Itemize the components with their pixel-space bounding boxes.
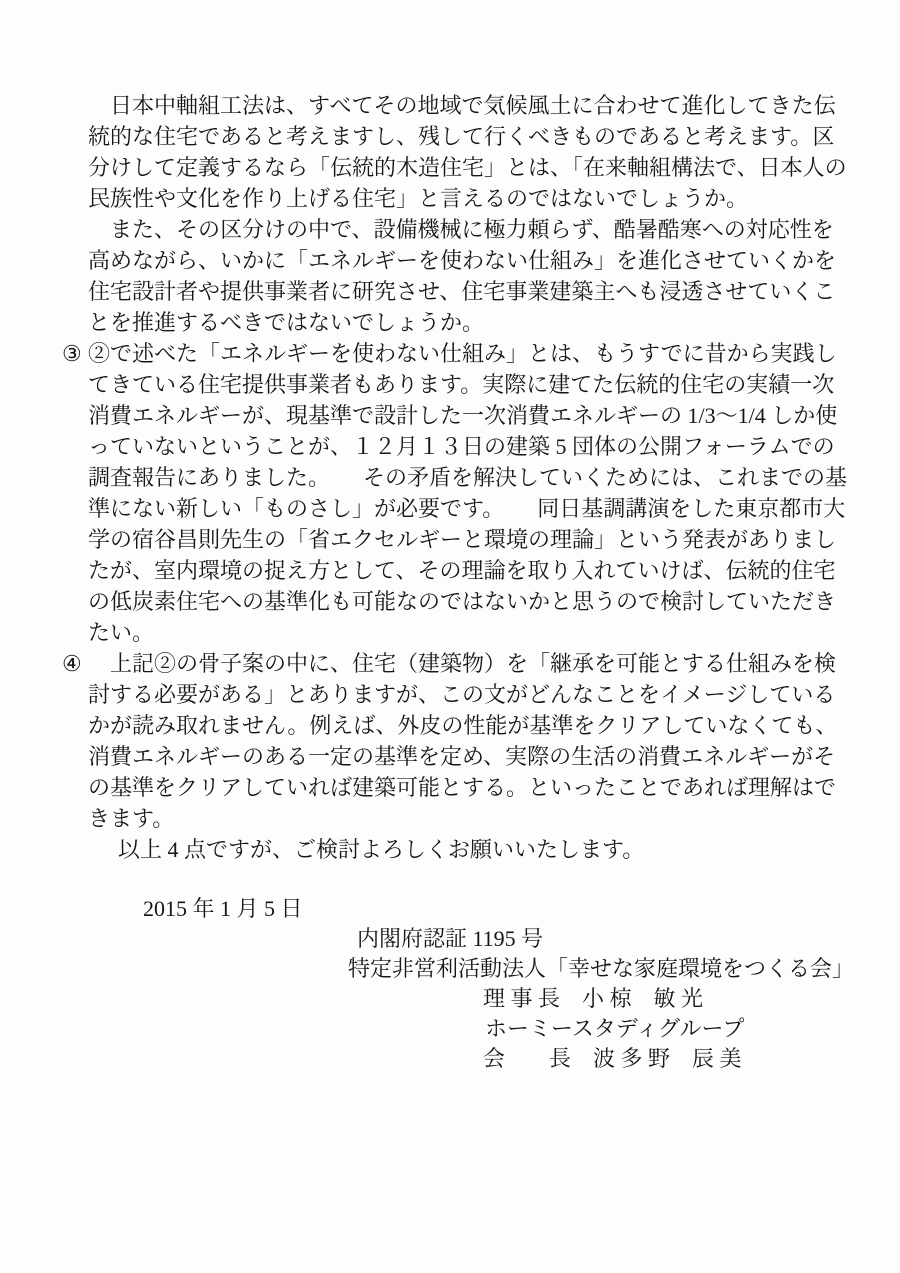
document-line: 統的な住宅であると考えますし、残して行くべきものであると考えます。区 bbox=[88, 124, 835, 149]
document-line: 高めながら、いかに「エネルギーを使わない仕組み」を進化させていくかを bbox=[88, 248, 837, 273]
document-line: の基準をクリアしていれば建築可能とする。といったことであれば理解はで bbox=[88, 775, 837, 800]
document-line: 住宅設計者や提供事業者に研究させ、住宅事業建築主へも浸透させていくこ bbox=[88, 279, 836, 304]
document-line: 日本中軸組工法は、すべてその地域で気候風土に合わせて進化してきた伝 bbox=[88, 93, 836, 118]
document-line: てきている住宅提供事業者もあります。実際に建てた伝統的住宅の実績一次 bbox=[88, 372, 835, 397]
numbered-paragraph bbox=[62, 338, 860, 648]
document-line: かが読み取れません。例えば、外皮の性能が基準をクリアしていなくても、 bbox=[88, 713, 838, 738]
document-line: ③ ②で述べた「エネルギーを使わない仕組み」とは、もうすでに昔から実践し bbox=[88, 338, 860, 369]
paragraph bbox=[88, 214, 860, 338]
document-line: たが、室内環境の捉え方として、その理論を取り入れていけば、伝統的住宅 bbox=[88, 558, 836, 583]
document-line: 分けして定義するなら「伝統的木造住宅」とは、「在来軸組構法で、日本人の bbox=[88, 155, 847, 180]
numbered-paragraph bbox=[62, 648, 860, 834]
document-line: ④ 上記②の骨子案の中に、住宅（建築物）を「継承を可能とする仕組みを検 bbox=[88, 648, 860, 679]
paragraph-list bbox=[62, 90, 860, 865]
signature-organization: 特定非営利活動法人「幸せな家庭環境をつくる会」 bbox=[348, 956, 855, 981]
document-line: っていないということが、１２月１３日の建築 5 団体の公開フォーラムでの bbox=[88, 434, 835, 459]
document-line: たい。 bbox=[88, 620, 155, 645]
document-line: 学の宿谷昌則先生の「省エクセルギーと環境の理論」という発表がありまし bbox=[88, 527, 837, 552]
document-line: 消費エネルギーが、現基準で設計した一次消費エネルギーの 1/3～1/4 しか使 bbox=[88, 403, 838, 428]
paragraph bbox=[88, 834, 860, 865]
signature-director-title-name: 理 事 長 小 椋 敏 光 bbox=[483, 986, 704, 1011]
signature-group-name: ホーミースタディグループ bbox=[485, 1016, 745, 1041]
signature-certification: 内閣府認証 1195 号 bbox=[357, 926, 544, 951]
date-line: 2015 年 1 月 5 日 bbox=[143, 896, 303, 921]
document-line: 討する必要がある」とありますが、この文がどんなことをイメージしている bbox=[88, 682, 836, 707]
document-line: 消費エネルギーのある一定の基準を定め、実際の生活の消費エネルギーがそ bbox=[88, 744, 836, 769]
document-line: 調査報告にありました。 その矛盾を解決していくためには、これまでの基 bbox=[88, 465, 848, 490]
document-line: 準にない新しい「ものさし」が必要です。 同日基調講演をした東京都市大 bbox=[88, 496, 846, 521]
document-line: 民族性や文化を作り上げる住宅」と言えるのではないでしょうか。 bbox=[88, 186, 749, 211]
paragraph bbox=[88, 90, 860, 214]
letter-body bbox=[62, 90, 860, 1074]
item-marker: ③ bbox=[62, 341, 82, 366]
document-line: きます。 bbox=[88, 806, 175, 831]
document-line: の低炭素住宅への基準化も可能なのではないかと思うので検討していただき bbox=[88, 589, 837, 614]
document-line: 以上 4 点ですが、ご検討よろしくお願いいたします。 bbox=[118, 837, 645, 862]
signature-block bbox=[88, 924, 860, 1074]
item-marker: ④ bbox=[62, 651, 82, 676]
document-line: また、その区分けの中で、設備機械に極力頼らず、酷暑酷寒への対応性を bbox=[88, 217, 834, 242]
document-line: とを推進するべきではないでしょうか。 bbox=[88, 310, 485, 335]
signature-group-chair-name: 会 長 波 多 野 辰 美 bbox=[483, 1046, 742, 1071]
